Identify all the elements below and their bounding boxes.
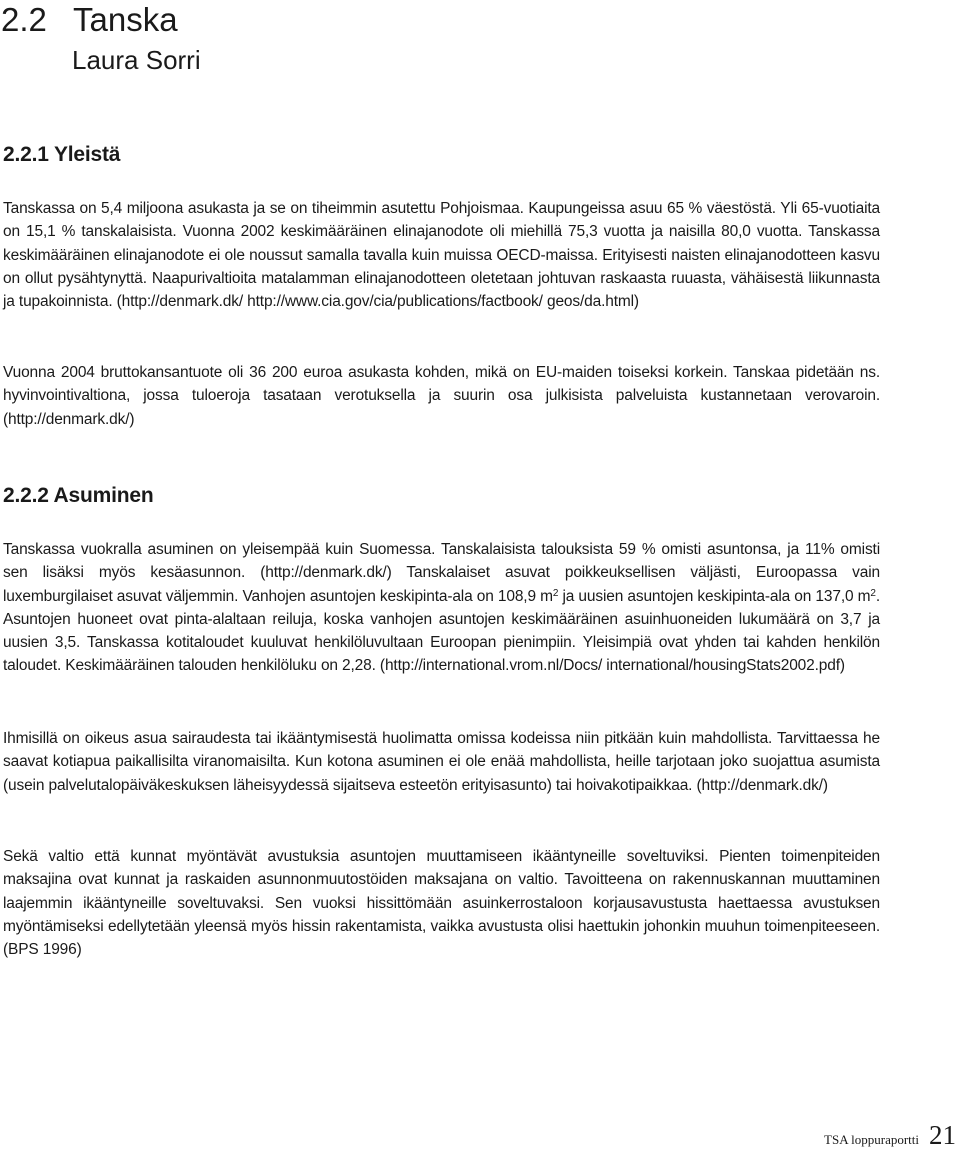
report-label: TSA loppuraportti (824, 1132, 919, 1147)
chapter-number: 2.2 (1, 1, 47, 38)
paragraph-asuminen-1 (3, 538, 880, 678)
paragraph-text: ja uusien asuntojen keskipinta-ala on 137,0 m (558, 587, 871, 605)
page-number: 21 (929, 1120, 956, 1150)
section-heading-yleista: 2.2.1 Yleistä (3, 143, 121, 166)
superscript: 2 (870, 587, 876, 599)
chapter-title: Tanska (73, 1, 178, 38)
page-footer (824, 1120, 956, 1151)
paragraph-text: Tanskassa vuokralla asuminen on yleisempää kuin Suomessa. Tanskalaisista talouksista 59 % omisti asuntonsa, ja 11% omisti sen lisäksi myös kesäasunnon. (http://denmark.dk/) Tanskalaiset asuvat poikkeuksellisen väljästi, Euroopassa vain luxemburgilaiset asuvat väljemmin. Vanhojen asuntojen keskipinta-ala on 108,9 m (3, 541, 880, 605)
author-name: Laura Sorri (72, 45, 201, 75)
paragraph-asuminen-2: Ihmisillä on oikeus asua sairaudesta tai ikääntymisestä huolimatta omissa kodeissa niin pitkään kuin mahdollista. Tarvittaessa he saavat kotiapua paikallisilta viranomaisilta. Kun kotona asuminen ei ole enää mahdollista, heille tarjotaan joko suojattua asumista (usein palvelutalopäiväkeskuksen läheisyydessä sijaitseva esteetön erityisasunto) tai hoivakotipaikkaa. (http://denmark.dk/) (3, 730, 880, 794)
paragraph-text: . Asuntojen huoneet ovat pinta-alaltaan reiluja, koska vanhojen asuntojen keskimääräinen asuinhuoneiden lukumäärä on 3,7 ja uusien 3,5. Tanskassa kotitaloudet kuuluvat henkilöluvultaan Euroopan pienimpiin. Yleisimpiä ovat yhden tai kahden henkilön taloudet. Keskimääräinen talouden henkilöluku on 2,28. (http://international.vrom.nl/Docs/ international/housingStats2002.pdf) (3, 587, 880, 675)
superscript: 2 (552, 587, 559, 599)
paragraph-yleista-1: Tanskassa on 5,4 miljoona asukasta ja se on tiheimmin asutettu Pohjoismaa. Kaupungeissa asuu 65 % väestöstä. Yli 65-vuotiaita on 15,1 % tanskalaisista. Vuonna 2002 keskimääräinen elinajanodote oli miehillä 75,3 vuotta ja naisilla 80,0 vuotta. Tanskassa keskimääräinen elinajanodote ei ole noussut samalla tavalla kuin muissa OECD-maissa. Erityisesti naisten elinajanodotteen kasvu on ollut pysähtynyttä. Naapurivaltioita matalamman elinajanodotteen oletetaan johtuvan raskaasta ruuasta, vähäisestä liikunnasta ja tupakoinnista. (http://denmark.dk/ http://www.cia.gov/cia/publications/factbook/ geos/da.html) (3, 200, 880, 311)
section-heading-asuminen: 2.2.2 Asuminen (3, 484, 154, 507)
paragraph-yleista-2: Vuonna 2004 bruttokansantuote oli 36 200 euroa asukasta kohden, mikä on EU-maiden toiseksi korkein. Tanskaa pidetään ns. hyvinvointivaltiona, jossa tuloeroja tasataan verotuksella ja suurin osa julkisista palveluista kustannetaan verovaroin. (http://denmark.dk/) (3, 364, 880, 428)
chapter-heading (1, 0, 178, 40)
paragraph-asuminen-3: Sekä valtio että kunnat myöntävät avustuksia asuntojen muuttamiseen ikääntyneille soveltuviksi. Pienten toimenpiteiden maksajina ovat kunnat ja raskaiden asunnonmuutostöiden maksajana on valtio. Tavoitteena on rakennuskannan muuttaminen laajemmin ikääntyneille soveltuvaksi. Sen vuoksi hissittömään asuinkerrostaloon korjausavustusta haettaessa avustuksen myöntämiseksi edellytetään yleensä myös hissin rakentamista, vaikka avustusta olisi haettukin johonkin muuhun toimenpiteeseen. (BPS 1996) (3, 848, 880, 959)
